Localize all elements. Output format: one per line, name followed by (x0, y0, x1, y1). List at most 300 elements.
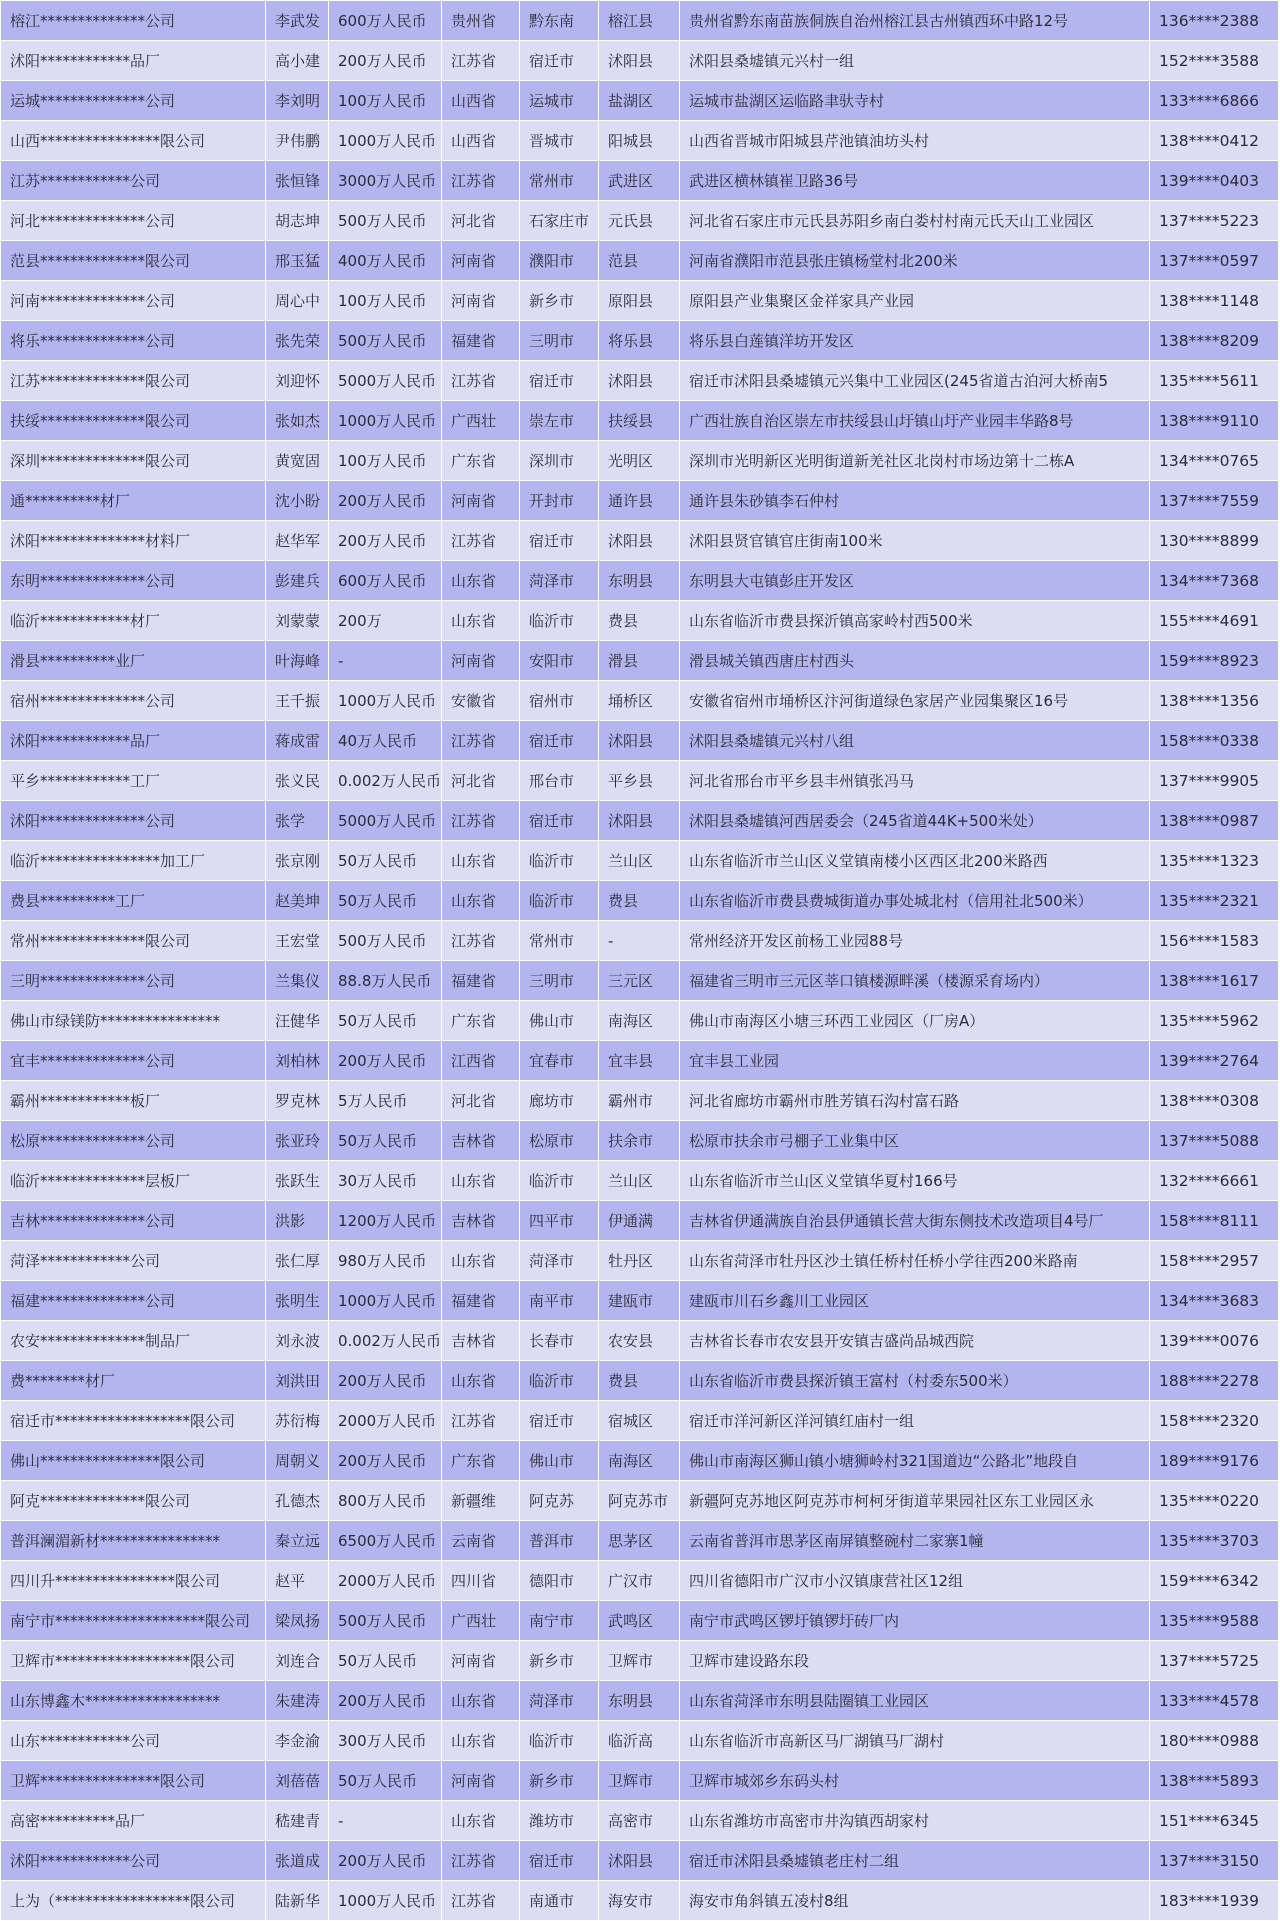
table-row (1, 961, 1279, 1001)
table-row (1, 1841, 1279, 1881)
province-cell: 江苏省 (442, 721, 520, 761)
district-cell: 东明县 (599, 1681, 680, 1721)
province-cell: 江苏省 (442, 361, 520, 401)
district-cell: 伊通满 (599, 1201, 680, 1241)
legal-rep-cell: 张明生 (266, 1281, 329, 1321)
city-cell: 廊坊市 (520, 1081, 599, 1121)
table-row (1, 1601, 1279, 1641)
province-cell: 江苏省 (442, 1401, 520, 1441)
address-cell: 安徽省宿州市埇桥区汴河街道绿色家居产业园集聚区16号 (680, 681, 1150, 721)
company-name-cell: 卫辉市******************限公司 (1, 1641, 266, 1681)
registered-capital-cell: 500万人民币 (329, 1601, 442, 1641)
province-cell: 山西省 (442, 81, 520, 121)
province-cell: 山东省 (442, 881, 520, 921)
registered-capital-cell: 1200万人民币 (329, 1201, 442, 1241)
table-row (1, 361, 1279, 401)
province-cell: 山东省 (442, 1721, 520, 1761)
phone-cell: 138****8209 (1150, 321, 1279, 361)
phone-cell: 158****2320 (1150, 1401, 1279, 1441)
province-cell: 吉林省 (442, 1321, 520, 1361)
city-cell: 普洱市 (520, 1521, 599, 1561)
province-cell: 江苏省 (442, 161, 520, 201)
district-cell: 兰山区 (599, 1161, 680, 1201)
legal-rep-cell: 李刘明 (266, 81, 329, 121)
table-row (1, 801, 1279, 841)
city-cell: 邢台市 (520, 761, 599, 801)
district-cell: 沭阳县 (599, 361, 680, 401)
district-cell: 平乡县 (599, 761, 680, 801)
legal-rep-cell: 张跃生 (266, 1161, 329, 1201)
city-cell: 松原市 (520, 1121, 599, 1161)
registered-capital-cell: 200万人民币 (329, 481, 442, 521)
registered-capital-cell: 500万人民币 (329, 921, 442, 961)
company-name-cell: 山东************公司 (1, 1721, 266, 1761)
province-cell: 福建省 (442, 961, 520, 1001)
legal-rep-cell: 周朝义 (266, 1441, 329, 1481)
registered-capital-cell: 0.002万人民币 (329, 761, 442, 801)
city-cell: 崇左市 (520, 401, 599, 441)
phone-cell: 139****0403 (1150, 161, 1279, 201)
legal-rep-cell: 张义民 (266, 761, 329, 801)
table-row (1, 1521, 1279, 1561)
table-row (1, 1881, 1279, 1921)
company-name-cell: 沭阳**************公司 (1, 801, 266, 841)
company-name-cell: 福建**************公司 (1, 1281, 266, 1321)
city-cell: 佛山市 (520, 1001, 599, 1041)
company-name-cell: 费********材厂 (1, 1361, 266, 1401)
phone-cell: 135****3703 (1150, 1521, 1279, 1561)
city-cell: 菏泽市 (520, 561, 599, 601)
legal-rep-cell: 张亚玲 (266, 1121, 329, 1161)
registered-capital-cell: 980万人民币 (329, 1241, 442, 1281)
company-name-cell: 东明**************公司 (1, 561, 266, 601)
address-cell: 建瓯市川石乡鑫川工业园区 (680, 1281, 1150, 1321)
legal-rep-cell: 张道成 (266, 1841, 329, 1881)
table-row (1, 761, 1279, 801)
phone-cell: 138****5893 (1150, 1761, 1279, 1801)
address-cell: 松原市扶余市弓棚子工业集中区 (680, 1121, 1150, 1161)
company-name-cell: 江苏************公司 (1, 161, 266, 201)
district-cell: 费县 (599, 881, 680, 921)
address-cell: 宜丰县工业园 (680, 1041, 1150, 1081)
legal-rep-cell: 孔德杰 (266, 1481, 329, 1521)
city-cell: 菏泽市 (520, 1241, 599, 1281)
district-cell: 广汉市 (599, 1561, 680, 1601)
table-row (1, 601, 1279, 641)
registered-capital-cell: 800万人民币 (329, 1481, 442, 1521)
company-name-cell: 佛山****************限公司 (1, 1441, 266, 1481)
phone-cell: 189****9176 (1150, 1441, 1279, 1481)
registered-capital-cell: 3000万人民币 (329, 161, 442, 201)
company-name-cell: 扶绥**************限公司 (1, 401, 266, 441)
registered-capital-cell: 2000万人民币 (329, 1561, 442, 1601)
address-cell: 沭阳县桑墟镇元兴村八组 (680, 721, 1150, 761)
table-row (1, 41, 1279, 81)
phone-cell: 134****0765 (1150, 441, 1279, 481)
registered-capital-cell: 200万人民币 (329, 1681, 442, 1721)
address-cell: 通许县朱砂镇李石仲村 (680, 481, 1150, 521)
city-cell: 宿迁市 (520, 1841, 599, 1881)
district-cell: 卫辉市 (599, 1761, 680, 1801)
district-cell: 原阳县 (599, 281, 680, 321)
province-cell: 江西省 (442, 1041, 520, 1081)
district-cell: 兰山区 (599, 841, 680, 881)
phone-cell: 139****2764 (1150, 1041, 1279, 1081)
phone-cell: 135****5962 (1150, 1001, 1279, 1041)
province-cell: 福建省 (442, 1281, 520, 1321)
table-row (1, 201, 1279, 241)
registered-capital-cell: 5000万人民币 (329, 361, 442, 401)
address-cell: 吉林省长春市农安县开安镇吉盛尚品城西院 (680, 1321, 1150, 1361)
table-row (1, 841, 1279, 881)
address-cell: 四川省德阳市广汉市小汉镇康营社区12组 (680, 1561, 1150, 1601)
registered-capital-cell: 200万人民币 (329, 521, 442, 561)
legal-rep-cell: 兰集仪 (266, 961, 329, 1001)
city-cell: 潍坊市 (520, 1801, 599, 1841)
company-name-cell: 临沂**************层板厂 (1, 1161, 266, 1201)
city-cell: 佛山市 (520, 1441, 599, 1481)
legal-rep-cell: 张学 (266, 801, 329, 841)
company-name-cell: 菏泽************公司 (1, 1241, 266, 1281)
legal-rep-cell: 刘蓓蓓 (266, 1761, 329, 1801)
city-cell: 常州市 (520, 921, 599, 961)
province-cell: 江苏省 (442, 1881, 520, 1921)
province-cell: 山东省 (442, 1161, 520, 1201)
legal-rep-cell: 罗克林 (266, 1081, 329, 1121)
district-cell: 费县 (599, 601, 680, 641)
province-cell: 山东省 (442, 1241, 520, 1281)
phone-cell: 136****2388 (1150, 1, 1279, 41)
address-cell: 山东省临沂市高新区马厂湖镇马厂湖村 (680, 1721, 1150, 1761)
address-cell: 宿迁市洋河新区洋河镇红庙村一组 (680, 1401, 1150, 1441)
address-cell: 山东省临沂市兰山区义堂镇华夏村166号 (680, 1161, 1150, 1201)
city-cell: 新乡市 (520, 1641, 599, 1681)
district-cell: - (599, 921, 680, 961)
legal-rep-cell: 张京刚 (266, 841, 329, 881)
city-cell: 四平市 (520, 1201, 599, 1241)
table-row (1, 1281, 1279, 1321)
registered-capital-cell: 50万人民币 (329, 881, 442, 921)
district-cell: 南海区 (599, 1441, 680, 1481)
registered-capital-cell: 600万人民币 (329, 1, 442, 41)
company-name-cell: 范县**************限公司 (1, 241, 266, 281)
province-cell: 江苏省 (442, 801, 520, 841)
company-name-cell: 松原**************公司 (1, 1121, 266, 1161)
legal-rep-cell: 蒋成雷 (266, 721, 329, 761)
address-cell: 福建省三明市三元区莘口镇楼源畔溪（楼源采育场内） (680, 961, 1150, 1001)
city-cell: 宿迁市 (520, 361, 599, 401)
address-cell: 佛山市南海区狮山镇小塘狮岭村321国道边“公路北”地段自 (680, 1441, 1150, 1481)
phone-cell: 188****2278 (1150, 1361, 1279, 1401)
phone-cell: 138****1617 (1150, 961, 1279, 1001)
address-cell: 将乐县白莲镇洋坊开发区 (680, 321, 1150, 361)
city-cell: 新乡市 (520, 1761, 599, 1801)
registered-capital-cell: 400万人民币 (329, 241, 442, 281)
phone-cell: 134****7368 (1150, 561, 1279, 601)
province-cell: 河南省 (442, 1641, 520, 1681)
registered-capital-cell: - (329, 1801, 442, 1841)
table-row (1, 921, 1279, 961)
district-cell: 阿克苏市 (599, 1481, 680, 1521)
table-row (1, 1241, 1279, 1281)
district-cell: 扶余市 (599, 1121, 680, 1161)
city-cell: 宿迁市 (520, 801, 599, 841)
phone-cell: 135****0220 (1150, 1481, 1279, 1521)
registered-capital-cell: 50万人民币 (329, 1001, 442, 1041)
address-cell: 河北省邢台市平乡县丰州镇张冯马 (680, 761, 1150, 801)
city-cell: 宿州市 (520, 681, 599, 721)
phone-cell: 130****8899 (1150, 521, 1279, 561)
registered-capital-cell: 200万人民币 (329, 1041, 442, 1081)
address-cell: 沭阳县桑墟镇河西居委会（245省道44K+500米处） (680, 801, 1150, 841)
registered-capital-cell: 50万人民币 (329, 1761, 442, 1801)
registered-capital-cell: 40万人民币 (329, 721, 442, 761)
address-cell: 佛山市南海区小塘三环西工业园区（厂房A） (680, 1001, 1150, 1041)
table-row (1, 1, 1279, 41)
table-row (1, 1041, 1279, 1081)
province-cell: 广东省 (442, 441, 520, 481)
province-cell: 河南省 (442, 481, 520, 521)
table-row (1, 1321, 1279, 1361)
district-cell: 海安市 (599, 1881, 680, 1921)
registered-capital-cell: 100万人民币 (329, 281, 442, 321)
table-row (1, 401, 1279, 441)
table-row (1, 1721, 1279, 1761)
phone-cell: 138****1148 (1150, 281, 1279, 321)
city-cell: 阿克苏 (520, 1481, 599, 1521)
city-cell: 临沂市 (520, 1161, 599, 1201)
district-cell: 思茅区 (599, 1521, 680, 1561)
company-name-cell: 上为（******************限公司 (1, 1881, 266, 1921)
table-row (1, 1081, 1279, 1121)
province-cell: 河南省 (442, 241, 520, 281)
district-cell: 牡丹区 (599, 1241, 680, 1281)
address-cell: 滑县城关镇西唐庄村西头 (680, 641, 1150, 681)
registered-capital-cell: 100万人民币 (329, 81, 442, 121)
table-row (1, 161, 1279, 201)
phone-cell: 135****5611 (1150, 361, 1279, 401)
province-cell: 吉林省 (442, 1201, 520, 1241)
phone-cell: 135****1323 (1150, 841, 1279, 881)
company-name-cell: 山西****************限公司 (1, 121, 266, 161)
city-cell: 新乡市 (520, 281, 599, 321)
company-name-cell: 榕江**************公司 (1, 1, 266, 41)
district-cell: 沭阳县 (599, 721, 680, 761)
registered-capital-cell: 600万人民币 (329, 561, 442, 601)
company-name-cell: 阿克**************限公司 (1, 1481, 266, 1521)
legal-rep-cell: 赵美坤 (266, 881, 329, 921)
address-cell: 沭阳县贤官镇官庄街南100米 (680, 521, 1150, 561)
phone-cell: 138****0412 (1150, 121, 1279, 161)
province-cell: 山东省 (442, 841, 520, 881)
province-cell: 云南省 (442, 1521, 520, 1561)
table-row (1, 81, 1279, 121)
city-cell: 晋城市 (520, 121, 599, 161)
registered-capital-cell: 5000万人民币 (329, 801, 442, 841)
phone-cell: 138****0987 (1150, 801, 1279, 841)
registered-capital-cell: 50万人民币 (329, 1641, 442, 1681)
district-cell: 将乐县 (599, 321, 680, 361)
city-cell: 临沂市 (520, 1361, 599, 1401)
company-name-cell: 滑县**********业厂 (1, 641, 266, 681)
company-name-cell: 沭阳************品厂 (1, 721, 266, 761)
province-cell: 山东省 (442, 1681, 520, 1721)
city-cell: 宜春市 (520, 1041, 599, 1081)
province-cell: 福建省 (442, 321, 520, 361)
table-row (1, 1681, 1279, 1721)
company-name-cell: 普洱澜湄新材**************** (1, 1521, 266, 1561)
phone-cell: 159****8923 (1150, 641, 1279, 681)
table-row (1, 241, 1279, 281)
city-cell: 宿迁市 (520, 41, 599, 81)
table-row (1, 521, 1279, 561)
phone-cell: 183****1939 (1150, 1881, 1279, 1921)
address-cell: 河南省濮阳市范县张庄镇杨堂村北200米 (680, 241, 1150, 281)
district-cell: 武进区 (599, 161, 680, 201)
legal-rep-cell: 嵇建青 (266, 1801, 329, 1841)
city-cell: 三明市 (520, 321, 599, 361)
city-cell: 临沂市 (520, 1721, 599, 1761)
city-cell: 长春市 (520, 1321, 599, 1361)
legal-rep-cell: 陆新华 (266, 1881, 329, 1921)
table-row (1, 121, 1279, 161)
district-cell: 高密市 (599, 1801, 680, 1841)
city-cell: 临沂市 (520, 601, 599, 641)
district-cell: 沭阳县 (599, 41, 680, 81)
address-cell: 吉林省伊通满族自治县伊通镇长营大街东侧技术改造项目4号厂 (680, 1201, 1150, 1241)
district-cell: 扶绥县 (599, 401, 680, 441)
company-name-cell: 霸州************板厂 (1, 1081, 266, 1121)
legal-rep-cell: 张先荣 (266, 321, 329, 361)
address-cell: 常州经济开发区前杨工业园88号 (680, 921, 1150, 961)
address-cell: 原阳县产业集聚区金祥家具产业园 (680, 281, 1150, 321)
address-cell: 沭阳县桑墟镇元兴村一组 (680, 41, 1150, 81)
province-cell: 吉林省 (442, 1121, 520, 1161)
district-cell: 滑县 (599, 641, 680, 681)
company-name-cell: 运城**************公司 (1, 81, 266, 121)
legal-rep-cell: 叶海峰 (266, 641, 329, 681)
province-cell: 江苏省 (442, 41, 520, 81)
district-cell: 光明区 (599, 441, 680, 481)
legal-rep-cell: 李武发 (266, 1, 329, 41)
city-cell: 南通市 (520, 1881, 599, 1921)
district-cell: 东明县 (599, 561, 680, 601)
table-row (1, 281, 1279, 321)
address-cell: 贵州省黔东南苗族侗族自治州榕江县古州镇西环中路12号 (680, 1, 1150, 41)
district-cell: 宜丰县 (599, 1041, 680, 1081)
table-row (1, 881, 1279, 921)
legal-rep-cell: 胡志坤 (266, 201, 329, 241)
company-name-cell: 佛山市绿镁防**************** (1, 1001, 266, 1041)
legal-rep-cell: 赵平 (266, 1561, 329, 1601)
address-cell: 卫辉市建设路东段 (680, 1641, 1150, 1681)
registered-capital-cell: 500万人民币 (329, 321, 442, 361)
province-cell: 河南省 (442, 1761, 520, 1801)
city-cell: 宿迁市 (520, 1401, 599, 1441)
company-name-cell: 河南**************公司 (1, 281, 266, 321)
district-cell: 沭阳县 (599, 801, 680, 841)
address-cell: 山东省临沂市费县探沂镇王富村（村委东500米） (680, 1361, 1150, 1401)
legal-rep-cell: 李金渝 (266, 1721, 329, 1761)
province-cell: 山东省 (442, 601, 520, 641)
province-cell: 新疆维 (442, 1481, 520, 1521)
province-cell: 山西省 (442, 121, 520, 161)
address-cell: 新疆阿克苏地区阿克苏市柯柯牙街道苹果园社区东工业园区永 (680, 1481, 1150, 1521)
district-cell: 临沂高 (599, 1721, 680, 1761)
legal-rep-cell: 朱建涛 (266, 1681, 329, 1721)
address-cell: 山东省临沂市费县费城街道办事处城北村（信用社北500米） (680, 881, 1150, 921)
address-cell: 山东省菏泽市牡丹区沙土镇任桥村任桥小学往西200米路南 (680, 1241, 1150, 1281)
registered-capital-cell: 1000万人民币 (329, 1881, 442, 1921)
registered-capital-cell: 1000万人民币 (329, 401, 442, 441)
district-cell: 范县 (599, 241, 680, 281)
registered-capital-cell: 6500万人民币 (329, 1521, 442, 1561)
phone-cell: 159****6342 (1150, 1561, 1279, 1601)
company-name-cell: 沭阳************公司 (1, 1841, 266, 1881)
table-row (1, 1441, 1279, 1481)
table-row (1, 481, 1279, 521)
district-cell: 费县 (599, 1361, 680, 1401)
table-body (1, 1, 1279, 1921)
table-row (1, 561, 1279, 601)
phone-cell: 134****3683 (1150, 1281, 1279, 1321)
phone-cell: 158****2957 (1150, 1241, 1279, 1281)
district-cell: 沭阳县 (599, 1841, 680, 1881)
legal-rep-cell: 刘洪田 (266, 1361, 329, 1401)
company-name-cell: 费县**********工厂 (1, 881, 266, 921)
company-name-cell: 高密**********品厂 (1, 1801, 266, 1841)
phone-cell: 137****9905 (1150, 761, 1279, 801)
address-cell: 山东省临沂市兰山区义堂镇南楼小区西区北200米路西 (680, 841, 1150, 881)
legal-rep-cell: 高小建 (266, 41, 329, 81)
company-name-cell: 宿州**************公司 (1, 681, 266, 721)
phone-cell: 158****8111 (1150, 1201, 1279, 1241)
registered-capital-cell: 2000万人民币 (329, 1401, 442, 1441)
province-cell: 广东省 (442, 1441, 520, 1481)
address-cell: 山西省晋城市阳城县芹池镇油坊头村 (680, 121, 1150, 161)
province-cell: 广东省 (442, 1001, 520, 1041)
province-cell: 贵州省 (442, 1, 520, 41)
registered-capital-cell: 500万人民币 (329, 201, 442, 241)
company-name-cell: 深圳**************限公司 (1, 441, 266, 481)
company-name-cell: 沭阳**************材料厂 (1, 521, 266, 561)
company-name-cell: 农安**************制品厂 (1, 1321, 266, 1361)
registered-capital-cell: 50万人民币 (329, 841, 442, 881)
company-name-cell: 山东博鑫木****************** (1, 1681, 266, 1721)
city-cell: 临沂市 (520, 841, 599, 881)
province-cell: 江苏省 (442, 921, 520, 961)
registered-capital-cell: 5万人民币 (329, 1081, 442, 1121)
phone-cell: 138****9110 (1150, 401, 1279, 441)
registered-capital-cell: 300万人民币 (329, 1721, 442, 1761)
legal-rep-cell: 张恒锋 (266, 161, 329, 201)
table-row (1, 1561, 1279, 1601)
company-name-cell: 临沂************材厂 (1, 601, 266, 641)
table-row (1, 1161, 1279, 1201)
table-row (1, 441, 1279, 481)
province-cell: 广西壮 (442, 1601, 520, 1641)
district-cell: 埇桥区 (599, 681, 680, 721)
legal-rep-cell: 赵华军 (266, 521, 329, 561)
phone-cell: 137****0597 (1150, 241, 1279, 281)
province-cell: 安徽省 (442, 681, 520, 721)
company-name-cell: 临沂****************加工厂 (1, 841, 266, 881)
registered-capital-cell: 200万人民币 (329, 1441, 442, 1481)
city-cell: 三明市 (520, 961, 599, 1001)
legal-rep-cell: 黄宽固 (266, 441, 329, 481)
company-name-cell: 吉林**************公司 (1, 1201, 266, 1241)
legal-rep-cell: 刘迎怀 (266, 361, 329, 401)
